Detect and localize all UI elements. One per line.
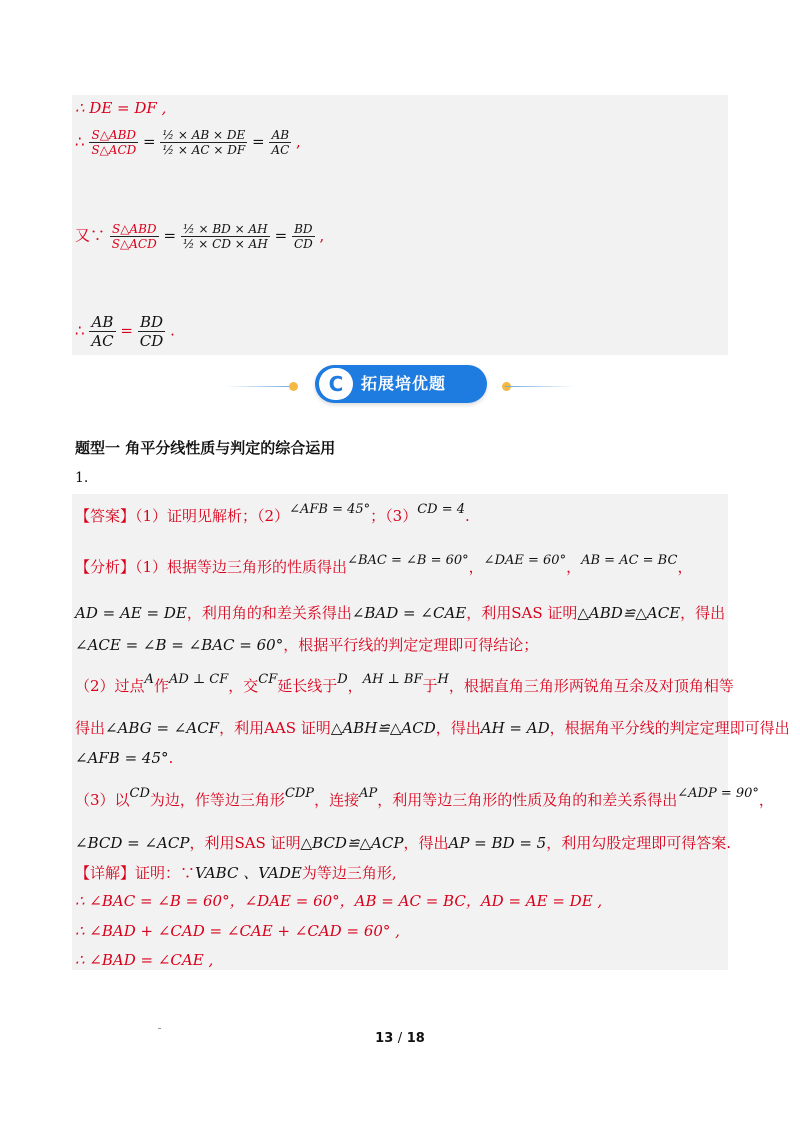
detail-line-1: 【详解】证明：∵VABC 、VADE为等边三角形, xyxy=(75,864,397,882)
analysis-line-3: ∠ACE = ∠B = ∠BAC = 60°，根据平行线的判定定理即可得结论； xyxy=(75,636,539,654)
banner-pill xyxy=(315,365,487,403)
banner-left-dot xyxy=(289,382,298,391)
footer-mark xyxy=(158,1028,161,1029)
analysis-line-2: AD = AE = DE，利用角的和差关系得出∠BAD = ∠CAE，利用SAS 证明△ABD≌△ACE，得出 xyxy=(75,604,726,622)
banner-letter-badge: C xyxy=(319,368,353,400)
area-ratio-fraction-2: $\frac{\text{S△ABD}}{\text{S△ACD}}$ xyxy=(111,222,157,251)
analysis-line-1: 【分析】（1）根据等边三角形的性质得出∠BAC = ∠B = 60°，∠DAE = 60°，AB = AC = BC， xyxy=(75,553,693,576)
detail-line-2: ∴ ∠BAC = ∠B = 60°，∠DAE = 60°，AB = AC = BC，AD = AE = DE , xyxy=(75,892,603,910)
question-number: 1. xyxy=(75,470,89,486)
segment-ratio-fraction: $\frac{BD}{CD}$ xyxy=(293,222,313,251)
since-prefix: 又∵ xyxy=(75,226,106,245)
therefore-symbol: ∴ xyxy=(75,132,85,151)
proof-line-1 xyxy=(75,98,166,118)
analysis-label: 【分析】 xyxy=(75,558,136,576)
analysis-line-4: （2）过点A作AD ⊥ CF，交CF延长线于D，AH ⊥ BF于H，根据直角三角形两锐角互余及对顶角相等 xyxy=(75,672,734,695)
banner-right-line xyxy=(505,386,575,387)
area-ratio-fraction: $\frac{\text{S△ABD}}{\text{S△ACD}}$ xyxy=(91,128,137,157)
answer-label: 【答案】 xyxy=(75,507,136,525)
section-heading: 题型一 角平分线性质与判定的综合运用 xyxy=(75,439,336,457)
analysis-line-5: 得出∠ABG = ∠ACF，利用AAS 证明△ABH≌△ACD，得出AH = AD，根据角平分线的判定定理即可得出 xyxy=(75,719,790,737)
detail-line-4: ∴ ∠BAD = ∠CAE , xyxy=(75,951,214,969)
section-banner xyxy=(225,365,575,407)
banner-left-line xyxy=(225,386,295,387)
page-number xyxy=(0,1031,800,1046)
page-total: 18 xyxy=(406,1031,425,1046)
analysis-line-8: ∠BCD = ∠ACP，利用SAS 证明△BCD≌△ACP，得出AP = BD = 5，利用勾股定理即可得答案. xyxy=(75,834,731,852)
conclusion-rhs-fraction: $\frac{BD}{CD}$ xyxy=(139,313,164,350)
banner-title: 拓展培优题 xyxy=(361,374,447,393)
proof-line-3: 又∵ $\frac{\text{S△ABD}}{\text{S△ACD}}$ = $\frac{\text{½ × BD × AH}}{\text{½ × CD × AH}}$ = $\frac{BD}{CD}$ , xyxy=(75,222,325,251)
detail-line-3: ∴ ∠BAD + ∠CAD = ∠CAE + ∠CAD = 60° , xyxy=(75,922,400,940)
side-ratio-fraction: $\frac{AB}{AC}$ xyxy=(271,128,290,157)
detail-label: 【详解】 xyxy=(75,864,136,882)
proof-line-4: ∴ $\frac{AB}{AC}$ = $\frac{BD}{CD}$ . xyxy=(75,313,175,350)
half-product-fraction-2: $\frac{\text{½ × BD × AH}}{\text{½ × CD × AH}}$ xyxy=(182,222,268,251)
proof-line-2: ∴ $\frac{\text{S△ABD}}{\text{S△ACD}}$ = $\frac{\text{½ × AB × DE}}{\text{½ × AC × DF}}$ = $\frac{AB}{AC}$ , xyxy=(75,128,301,157)
page-current: 13 xyxy=(375,1031,394,1046)
half-product-fraction: $\frac{\text{½ × AB × DE}}{\text{½ × AC × DF}}$ xyxy=(162,128,246,157)
page-separator: / xyxy=(397,1031,403,1046)
answer-line: 【答案】（1）证明见解析；（2）∠AFB = 45°；（3）CD = 4. xyxy=(75,502,470,525)
proof-line-1-text: ∴ DE = DF , xyxy=(75,99,167,117)
conclusion-lhs-fraction: $\frac{AB}{AC}$ xyxy=(91,313,114,350)
analysis-line-6: ∠AFB = 45°. xyxy=(75,749,174,767)
analysis-line-7: （3）以CD为边，作等边三角形CDP，连接AP，利用等边三角形的性质及角的和差关系得出∠ADP = 90°， xyxy=(75,786,774,809)
